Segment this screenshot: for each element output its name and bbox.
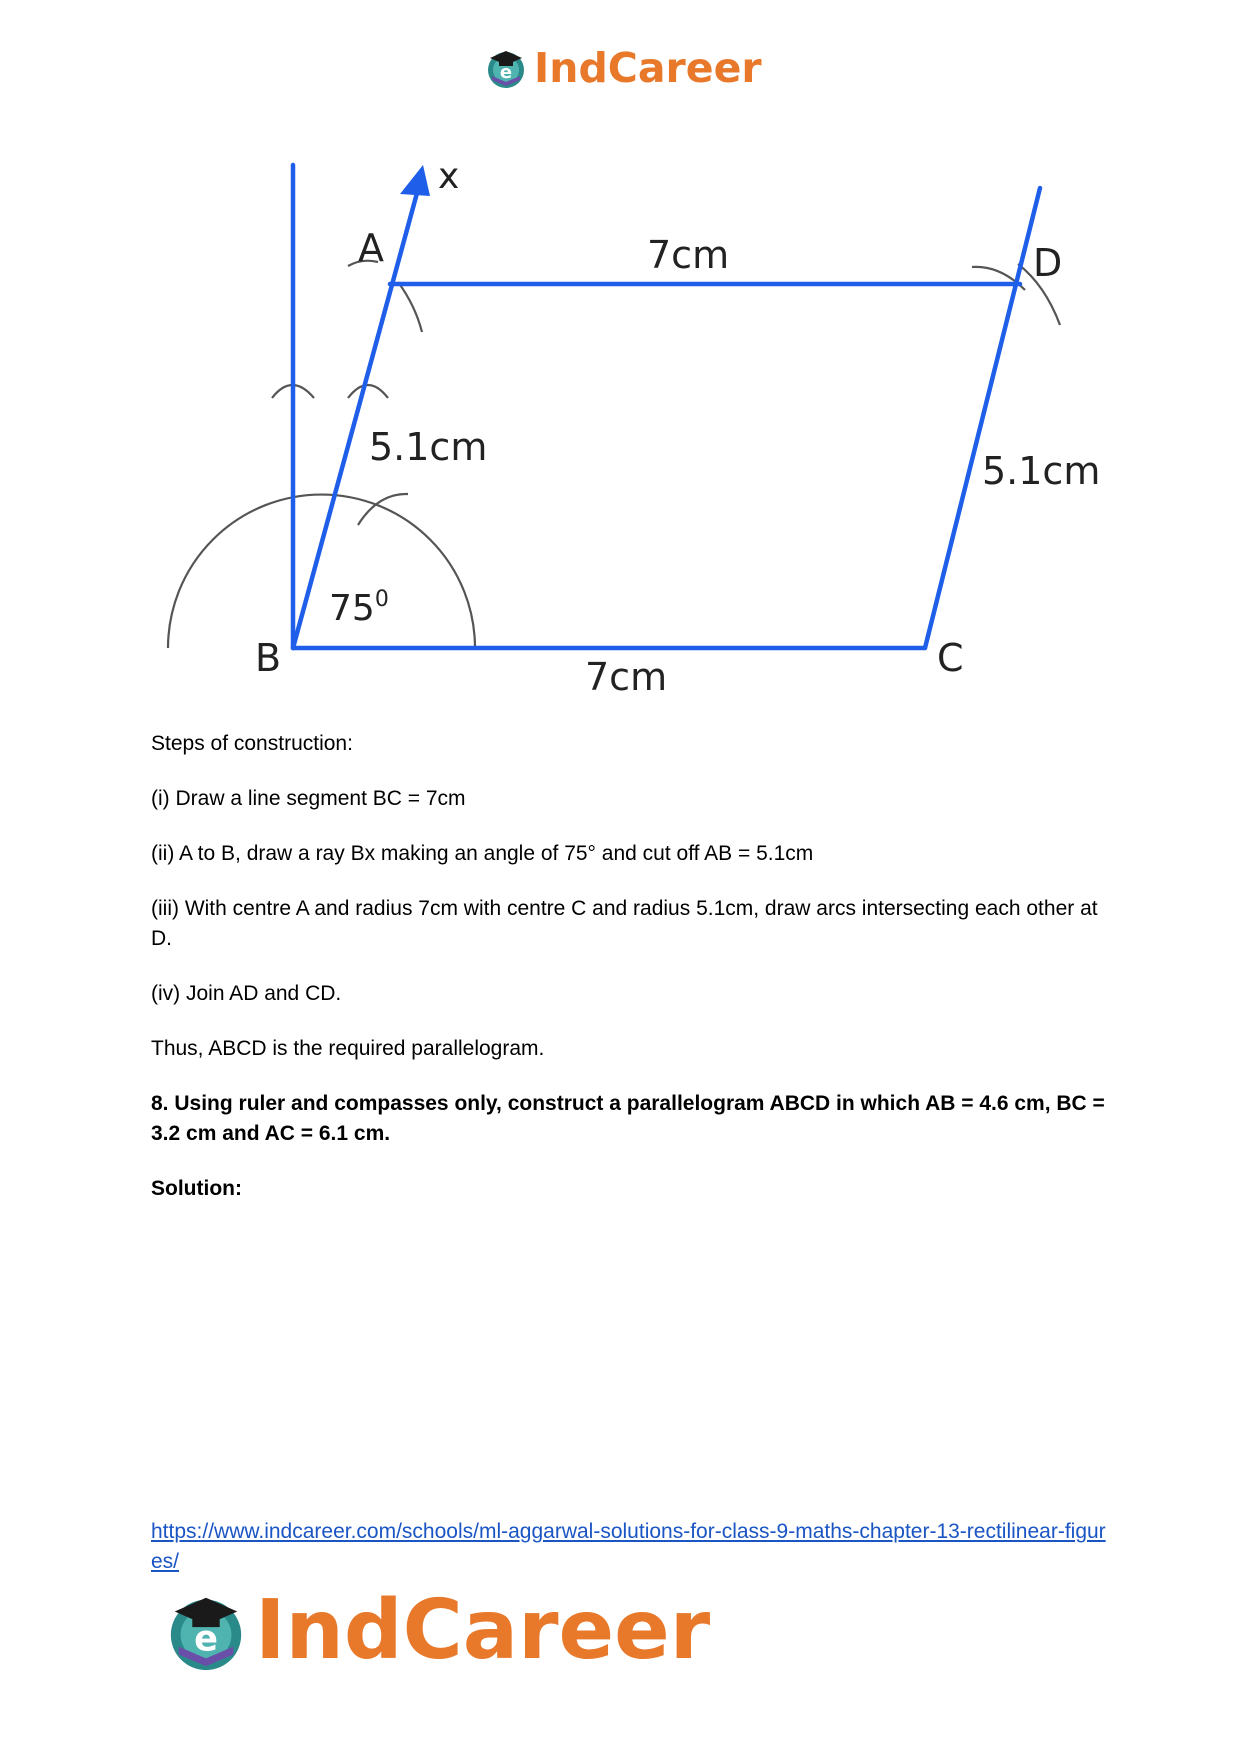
ray-bx — [293, 182, 420, 648]
svg-text:e: e — [194, 1618, 218, 1660]
label-cd-length: 5.1cm — [982, 449, 1100, 493]
paragraph-step-4: (iv) Join AD and CD. — [151, 982, 342, 1005]
logo-text: IndCareer — [534, 43, 762, 92]
compass-arc-small-75 — [358, 494, 408, 525]
ray-arrowhead — [400, 165, 430, 196]
label-a: A — [358, 226, 384, 270]
source-link[interactable]: https://www.indcareer.com/schools/ml-aggarwal-solutions-for-class-9-maths-chapter-13-rectilinear-figures/ — [151, 1520, 1106, 1573]
label-b: B — [255, 636, 282, 680]
paragraph-conclusion: Thus, ABCD is the required parallelogram. — [151, 1037, 545, 1060]
logo-text: IndCareer — [255, 1582, 711, 1678]
label-d: D — [1033, 241, 1063, 285]
paragraph-steps-heading: Steps of construction: — [151, 732, 353, 755]
solution-text — [151, 729, 1111, 1229]
svg-text:e: e — [499, 62, 513, 83]
label-bc-length: 7cm — [585, 655, 668, 699]
question-8: 8. Using ruler and compasses only, construct a parallelogram ABCD in which AB = 4.6 cm, BC = 3.2 cm and AC = 6.1 cm. — [151, 1092, 1105, 1145]
label-ab-length: 5.1cm — [369, 425, 488, 469]
compass-arc-a-right — [398, 282, 422, 332]
paragraph-step-3: (iii) With centre A and radius 7cm with centre C and radius 5.1cm, draw arcs intersecting each other at D. — [151, 897, 1098, 950]
footer-logo — [163, 1583, 710, 1678]
label-x: x — [438, 156, 460, 197]
graduation-cap-book-icon — [484, 46, 528, 90]
paragraph-step-2: (ii) A to B, draw a ray Bx making an angle of 75° and cut off AB = 5.1cm — [151, 842, 814, 865]
label-angle — [329, 587, 389, 629]
label-c: C — [937, 636, 964, 680]
angle-value: 75 — [329, 588, 375, 629]
segment-cd — [925, 188, 1040, 648]
compass-arc-large — [168, 495, 475, 648]
angle-degree-mark: 0 — [374, 587, 389, 612]
solution-heading: Solution: — [151, 1177, 242, 1200]
graduation-cap-book-icon — [163, 1588, 249, 1674]
header-logo — [484, 42, 762, 94]
compass-arc-perp-right — [348, 385, 388, 398]
paragraph-step-1: (i) Draw a line segment BC = 7cm — [151, 787, 466, 810]
label-ad-length: 7cm — [647, 233, 730, 277]
parallelogram-construction-figure — [150, 150, 1100, 700]
